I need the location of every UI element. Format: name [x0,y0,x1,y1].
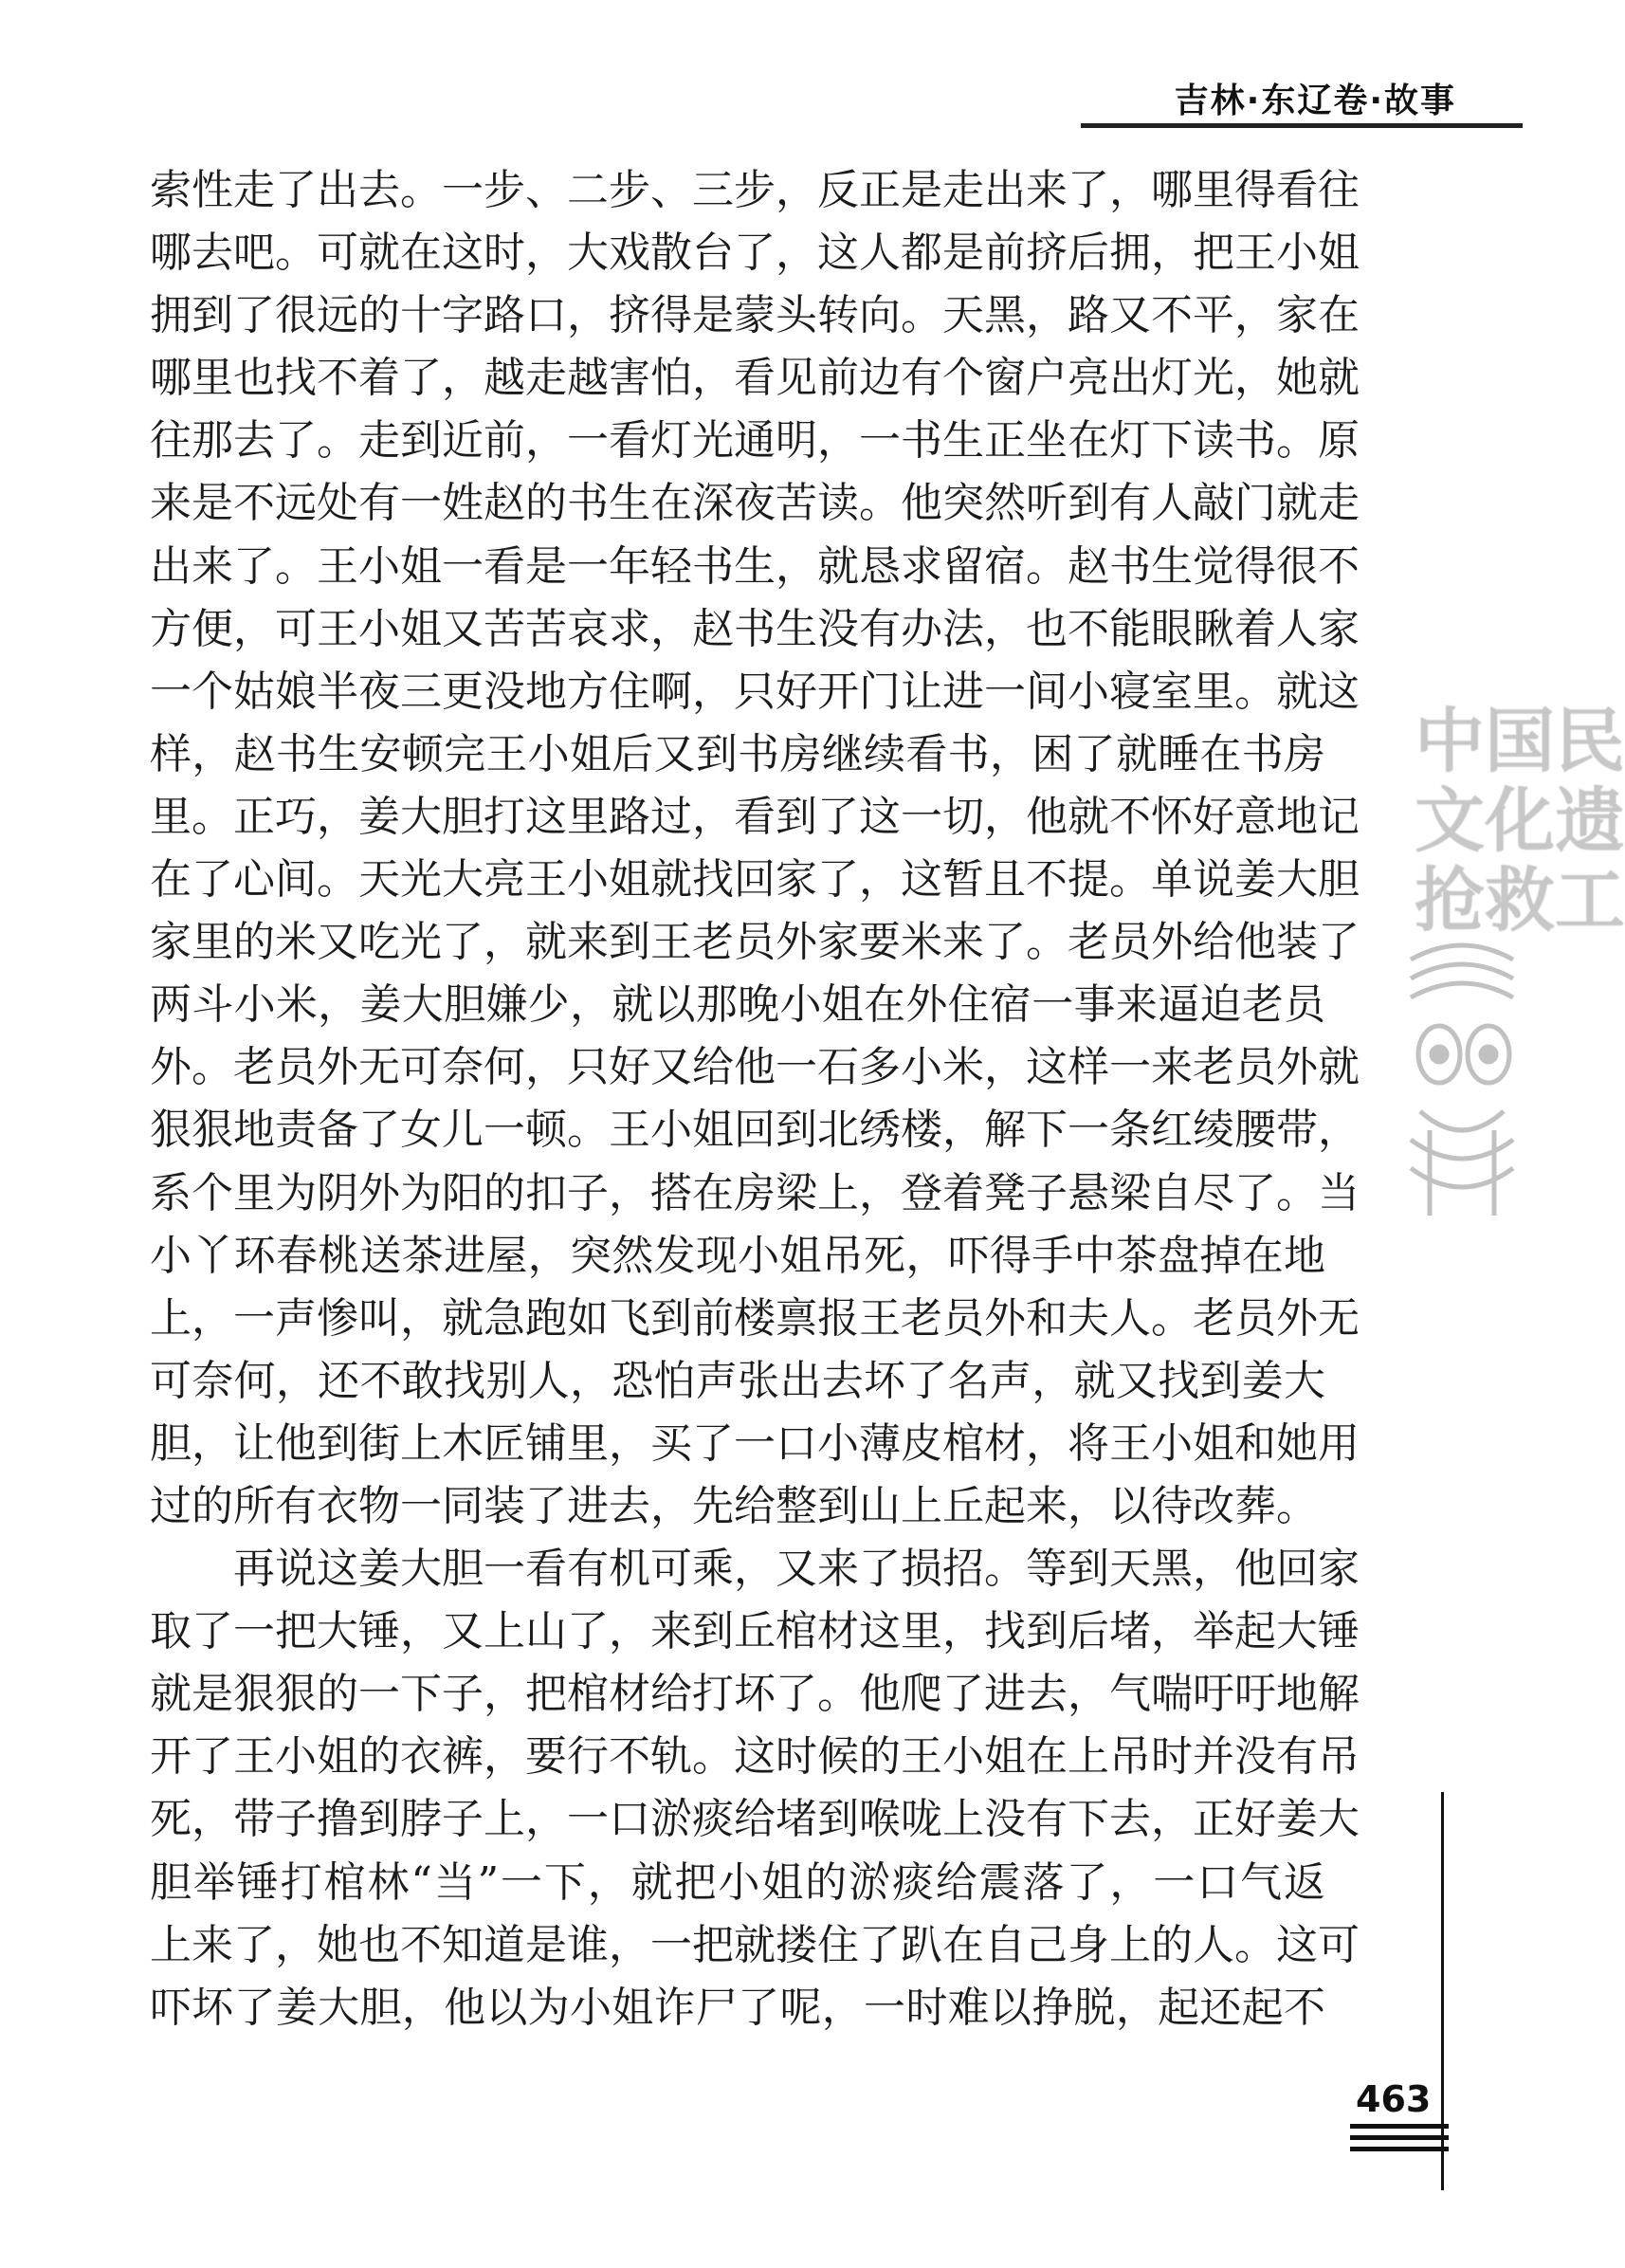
text-line: 死，带子撸到脖子上，一口淤痰给堵到喉咙上没有下去，正好姜大 [150,1795,1360,1844]
text-line: 里。正巧，姜大胆打这里路过，看到了这一切，他就不怀好意地记 [150,792,1360,841]
text-line: 胆举锤打棺林“当”一下，就把小姐的淤痰给震落了，一口气返 [150,1857,1325,1907]
text-line: 取了一把大锤，又上山了，来到丘棺材这里，找到后堵，举起大锤 [150,1607,1360,1656]
text-line: 一个姑娘半夜三更没地方住啊，只好开门让进一间小寝室里。就这 [150,667,1360,716]
text-line: 来是不远处有一姓赵的书生在深夜苦读。他突然听到有人敲门就走 [150,479,1360,528]
text-line: 家里的米又吃光了，就来到王老员外家要米来了。老员外给他装了 [150,918,1360,967]
text-line: 哪里也找不着了，越走越害怕，看见前边有个窗户亮出灯光，她就 [150,354,1360,403]
side-watermark-decoration [1401,701,1625,1233]
text-line: 吓坏了姜大胆，他以为小姐诈尸了呢，一时难以挣脱，起还起不 [150,1983,1325,2032]
watermark-text: 中国民 [1415,701,1625,782]
text-line: 狠狠地责备了女儿一顿。王小姐回到北绣楼，解下一条红绫腰带， [150,1106,1360,1155]
text-line: 可奈何，还不敢找别人，恐怕声张出去坏了名声，就又找到姜大 [150,1356,1325,1405]
page-number: 463 [1356,2078,1432,2120]
text-line: 往那去了。走到近前，一看灯光通明，一书生正坐在灯下读书。原 [150,416,1360,466]
text-line: 出来了。王小姐一看是一年轻书生，就恳求留宿。赵书生觉得很不 [150,541,1360,591]
text-line: 过的所有衣物一同装了进去，先给整到山上丘起来，以待改葬。 [150,1481,1318,1530]
text-line: 两斗小米，姜大胆嫌少，就以那晚小姐在外住宿一事来逼迫老员 [150,980,1325,1030]
body-text [150,159,1360,2039]
header-rule [1081,123,1523,128]
text-line: 上，一声惨叫，就急跑如飞到前楼禀报王老员外和夫人。老员外无 [150,1293,1360,1343]
text-line: 索性走了出去。一步、二步、三步，反正是走出来了，哪里得看往 [150,166,1360,214]
text-line: 方便，可王小姐又苦苦哀求，赵书生没有办法，也不能眼瞅着人家 [150,604,1360,653]
watermark-text: 文化遗 [1415,780,1625,862]
margin-rule [1441,1792,1444,2190]
watermark-text: 抢救工 [1415,860,1625,942]
text-line: 开了王小姐的衣裤，要行不轨。这时候的王小姐在上吊时并没有吊 [150,1732,1360,1782]
text-line: 样，赵书生安顿完王小姐后又到书房继续看书，困了就睡在书房 [150,729,1325,778]
page-number-bar [1350,2147,1449,2151]
text-line: 拥到了很远的十字路口，挤得是蒙头转向。天黑，路又不平，家在 [150,291,1360,340]
text-line: 再说这姜大胆一看有机可乘，又来了损招。等到天黑，他回家 [233,1545,1360,1594]
page-number-bar [1350,2124,1449,2129]
text-line: 小丫环春桃送茶进屋，突然发现小姐吊死，吓得手中茶盘掉在地 [150,1231,1325,1280]
text-line: 上来了，她也不知道是谁，一把就搂住了趴在自己身上的人。这可 [150,1920,1360,1969]
text-line: 系个里为阴外为阳的扣子，搭在房梁上，登着凳子悬梁自尽了。当 [150,1168,1360,1217]
text-line: 外。老员外无可奈何，只好又给他一石多小米，这样一来老员外就 [150,1043,1360,1092]
page-number-bar [1350,2135,1449,2140]
text-line: 胆，让他到街上木匠铺里，买了一口小薄皮棺材，将王小姐和她用 [150,1418,1360,1468]
text-line: 在了心间。天光大亮王小姐就找回家了，这暂且不提。单说姜大胆 [150,855,1360,905]
running-header: 吉林·东辽卷·故事 [1174,82,1456,120]
text-line: 哪去吧。可就在这时，大戏散台了，这人都是前挤后拥，把王小姐 [150,229,1360,278]
mask-pattern-icon [1401,941,1523,1225]
text-line: 就是狠狠的一下子，把棺材给打坏了。他爬了进去，气喘吁吁地解 [150,1670,1360,1719]
